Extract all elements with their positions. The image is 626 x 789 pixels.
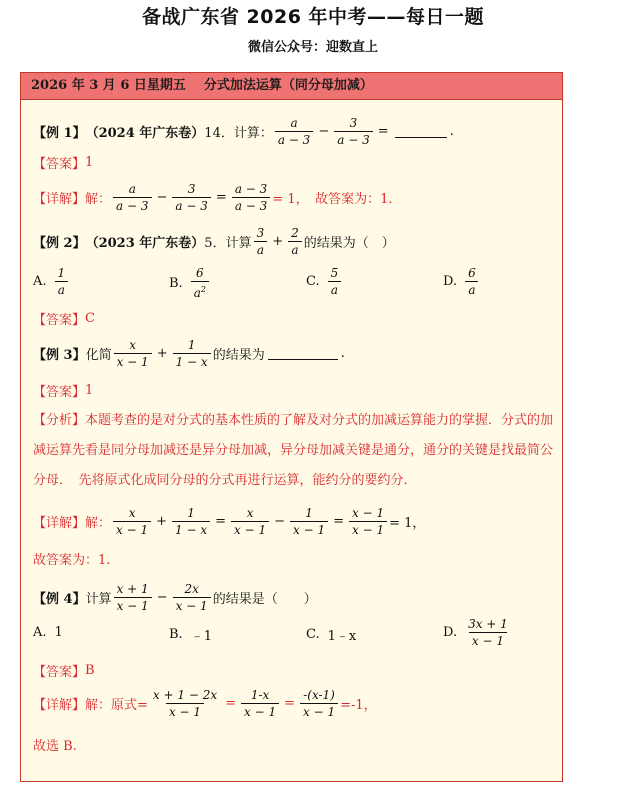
fraction: $\frac{a}{a - 3}$ [275,115,313,148]
option-a: A. $\frac{1}{a}$ [33,265,70,298]
example-2: 【例 2】 （2023 年广东卷） 5．计算 $\frac{3}{a}$ + $\frac{2}{a}$ 的结果为（ ） [33,226,395,257]
analysis-3: 【分析】本题考查的是对分式的基本性质的了解及对分式的加减运算能力的掌握．分式的加减运算先看是同分母加减还是异分母加减，异分母加减关键是通分，通分的关键是找最简公分母． 先将原式化成同分母的分式再进行运算，能约分的要约分． [33,413,554,488]
example-1-stem: 14．计算： [204,126,273,141]
option-b: B. ﹣1 [169,627,212,644]
example-3: 【例 3】 化简 $\frac{x}{x - 1}$ + $\frac{1}{1 - x}$ 的结果为 . [33,338,345,369]
detail-1: 【详解】 解： $\frac{a}{a - 3}$ − $\frac{3}{a - 3}$ = $\frac{a - 3}{a - 3}$ = 1， 故答案为：1. [33,182,393,213]
problem-box [20,72,563,782]
page-subtitle: 微信公众号：迎数直上 [247,40,378,55]
answer-4: 【答案】 B [33,663,95,680]
date-label: 2026 年 3 月 6 日星期五 [31,78,186,93]
fraction: $\frac{3}{a - 3}$ [334,115,372,148]
fraction: $\frac{x}{x - 1}$ [114,337,152,370]
detail-3: 【详解】 解： $\frac{x}{x - 1}$ + $\frac{1}{1 - x}$ = $\frac{x}{x - 1}$ − $\frac{1}{x - 1}$ = $\frac{x - 1}{x - 1}$ = 1， [33,506,426,537]
answer-1: 【答案】 1 [33,155,94,172]
option-a: A. 1 [33,625,63,640]
option-c: C. 1﹣x [306,627,357,644]
example-1-source: （2024 年广东卷） [85,126,205,141]
fraction: $\frac{2}{a}$ [288,225,302,258]
fraction: $\frac{a - 3}{a - 3}$ [232,181,270,214]
example-1-label: 【例 1】 [33,126,86,141]
answer-blank [268,347,338,360]
fraction: $\frac{1}{1 - x}$ [173,337,211,370]
fraction: $\frac{3}{a}$ [254,225,268,258]
answer-3: 【答案】 1 [33,383,94,400]
page-title: 备战广东省 2026 年中考——每日一题 [141,6,485,28]
example-1: 【例 1】 （2024 年广东卷） 14．计算： $\frac{a}{a - 3}$ − $\frac{3}{a - 3}$ = . [33,116,454,147]
topic-label: 分式加法运算（同分母加减） [203,78,373,93]
detail-4: 【详解】 解：原式= $\frac{x + 1 - 2x}{x - 1}$ = $\frac{1-x}{x - 1}$ = $\frac{-(x-1)}{x - 1}$ =-1， [33,688,377,719]
option-c: C. $\frac{5}{a}$ [306,265,343,298]
fraction: $\frac{3}{a - 3}$ [172,181,210,214]
option-b: B. $\frac{6}{a^2}$ [169,265,211,301]
conclusion-4: 故选 B. [33,739,77,754]
option-d: D. $\frac{3x + 1}{x - 1}$ [443,617,508,648]
option-d: D. $\frac{6}{a}$ [443,265,481,298]
answer-blank [395,125,447,138]
conclusion-3: 故答案为：1. [33,553,111,568]
example-4: 【例 4】 计算 $\frac{x + 1}{x - 1}$ − $\frac{2x}{x - 1}$ 的结果是（ ） [33,582,317,613]
box-header [21,73,562,100]
answer-2: 【答案】 C [33,311,95,328]
fraction: $\frac{a}{a - 3}$ [113,181,151,214]
